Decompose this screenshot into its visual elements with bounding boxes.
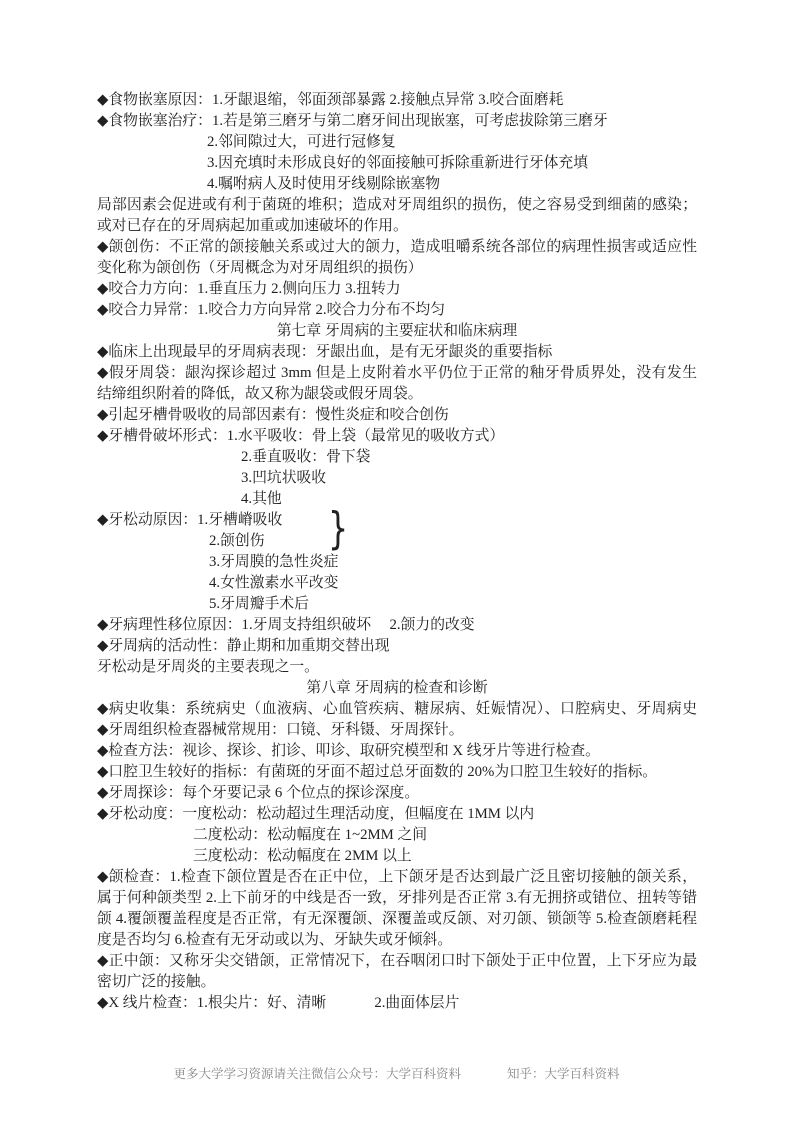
doc-line: 3.牙周膜的急性炎症 [209, 554, 339, 570]
doc-line: ◆正中颌：又称牙尖交错颌，正常情况下，在吞咽闭口时下颌处于正中位置，上下牙应为最 [97, 953, 697, 969]
doc-line: ◆咬合力方向：1.垂直压力 2.侧向压力 3.扭转力 [97, 281, 401, 297]
doc-line: 结缔组织附着的降低，故又称为龈袋或假牙周袋。 [97, 386, 423, 402]
doc-line: ◆病史收集：系统病史（血液病、心血管疾病、糖尿病、妊娠情况）、口腔病史、牙周病史 [97, 701, 697, 717]
doc-line: 度是否均匀 6.检查有无牙动或以为、牙缺失或牙倾斜。 [97, 932, 453, 948]
doc-line: 密切广泛的接触。 [97, 974, 216, 990]
doc-line: 5.牙周瓣手术后 [209, 596, 309, 612]
doc-line: 4.嘱咐病人及时使用牙线剔除嵌塞物 [207, 176, 441, 192]
chapter-heading-8: 第八章 牙周病的检查和诊断 [306, 680, 488, 696]
doc-line: ◆牙周组织检查器械常规用：口镜、牙科镊、牙周探针。 [97, 722, 464, 738]
doc-line: 4.其他 [241, 491, 282, 507]
page-footer [0, 1066, 793, 1082]
footer-wechat-note: 更多大学学习资源请关注微信公众号：大学百科资料 [173, 1067, 461, 1081]
doc-line: ◆食物嵌塞原因：1.牙龈退缩，邻面颈部暴露 2.接触点异常 3.咬合面磨耗 [97, 92, 564, 108]
doc-line: ◆临床上出现最早的牙周病表现：牙龈出血，是有无牙龈炎的重要指标 [97, 344, 553, 360]
doc-line: ◆颌检查：1.检查下颌位置是否在正中位，上下颌牙是否达到最广泛且密切接触的颌关系， [97, 869, 697, 885]
doc-line: 三度松动：松动幅度在 2MM 以上 [193, 848, 412, 864]
doc-line: 2.邻间隙过大，可进行冠修复 [207, 134, 396, 150]
doc-line: ◆引起牙槽骨吸收的局部因素有：慢性炎症和咬合创伤 [97, 407, 449, 423]
doc-line: ◆牙病理性移位原因：1.牙周支持组织破坏 2.颌力的改变 [97, 617, 475, 633]
doc-line: ◆牙松动度：一度松动：松动超过生理活动度，但幅度在 1MM 以内 [97, 806, 535, 822]
curly-brace-annotation: } [328, 503, 349, 554]
doc-line: 或对已存在的牙周病起加重或加速破坏的作用。 [97, 218, 408, 234]
doc-line: 3.因充填时未形成良好的邻面接触可拆除重新进行牙体充填 [207, 155, 589, 171]
doc-line: ◆牙松动原因：1.牙槽嵴吸收 [97, 512, 283, 528]
doc-line: ◆牙周病的活动性：静止期和加重期交替出现 [97, 638, 390, 654]
doc-line: ◆食物嵌塞治疗：1.若是第三磨牙与第二磨牙间出现嵌塞，可考虑拔除第三磨牙 [97, 113, 608, 129]
doc-line: 变化称为颌创伤（牙周概念为对牙周组织的损伤） [97, 260, 423, 276]
doc-line: ◆口腔卫生较好的指标：有菌斑的牙面不超过总牙面数的 20%为口腔卫生较好的指标。 [97, 764, 658, 780]
doc-line: 2.颌创伤 [209, 533, 265, 549]
doc-line: 二度松动：松动幅度在 1~2MM 之间 [193, 827, 428, 843]
doc-line: ◆牙周探诊：每个牙要记录 6 个位点的探诊深度。 [97, 785, 420, 801]
doc-line: 2.垂直吸收：骨下袋 [241, 449, 371, 465]
doc-line: 3.凹坑状吸收 [241, 470, 327, 486]
doc-line: ◆咬合力异常：1.咬合力方向异常 2.咬合力分布不均匀 [97, 302, 446, 318]
footer-zhihu-note: 知乎：大学百科资料 [507, 1067, 620, 1081]
doc-line: 颌 4.覆颌覆盖程度是否正常，有无深覆颌、深覆盖或反颌、对刃颌、锁颌等 5.检查颌磨耗程 [97, 911, 697, 927]
document-body [97, 90, 697, 1014]
doc-line: ◆颌创伤：不正常的颌接触关系或过大的颌力，造成咀嚼系统各部位的病理性损害或适应性 [97, 239, 697, 255]
doc-line: ◆假牙周袋：龈沟探诊超过 3mm 但是上皮附着水平仍位于正常的釉牙骨质界处，没有发生 [97, 365, 697, 381]
doc-line: 牙松动是牙周炎的主要表现之一。 [97, 659, 319, 675]
doc-line: 4.女性激素水平改变 [209, 575, 339, 591]
doc-line: ◆检查方法：视诊、探诊、扪诊、叩诊、取研究模型和 X 线牙片等进行检查。 [97, 743, 600, 759]
doc-line: 属于何种颌类型 2.上下前牙的中线是否一致，牙排列是否正常 3.有无拥挤或错位、扭转等错 [97, 890, 697, 906]
chapter-heading-7: 第七章 牙周病的主要症状和临床病理 [276, 323, 518, 339]
doc-line: ◆X 线片检查：1.根尖片：好、清晰 2.曲面体层片 [97, 995, 460, 1011]
doc-line: 局部因素会促进或有利于菌斑的堆积；造成对牙周组织的损伤，使之容易受到细菌的感染； [97, 197, 697, 213]
doc-line: ◆牙槽骨破坏形式：1.水平吸收：骨上袋（最常见的吸收方式） [97, 428, 505, 444]
